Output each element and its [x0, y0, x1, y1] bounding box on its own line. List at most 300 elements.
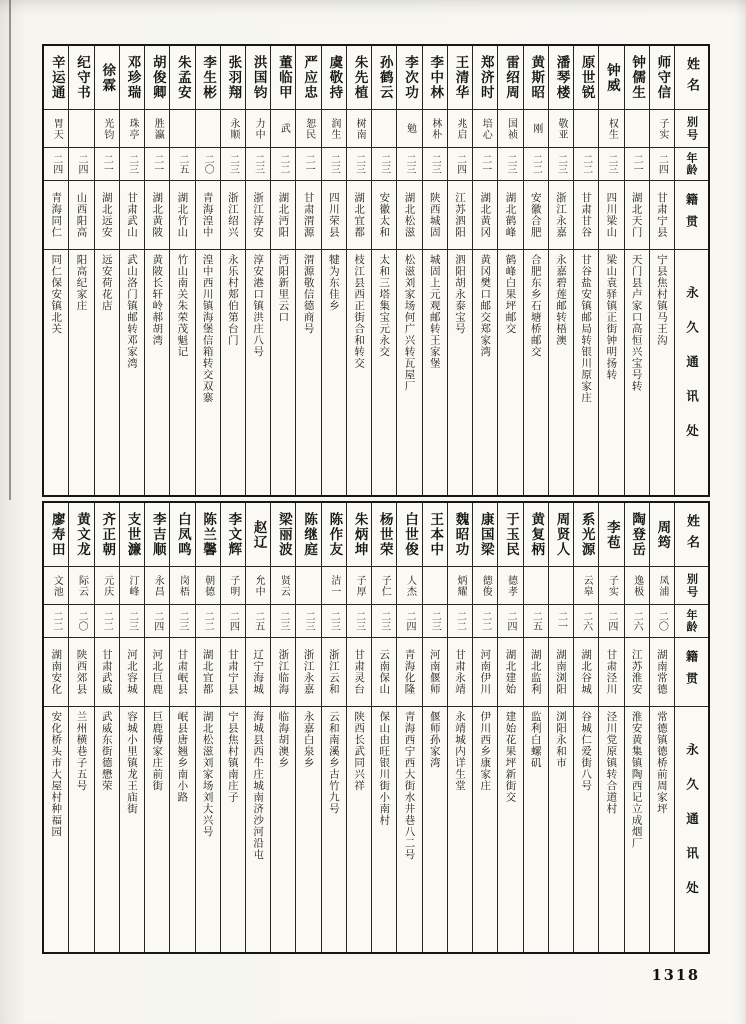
entry-address-text: 城固上元观邮转王家堡	[428, 254, 441, 369]
entry-age	[296, 148, 320, 181]
entry-address	[549, 250, 573, 495]
entry-name-text: 廖寿田	[48, 512, 65, 557]
header-label-address-text: 永久通讯处	[684, 743, 700, 916]
entry-native-place	[524, 181, 548, 250]
entry-name	[347, 503, 371, 567]
entry-column	[624, 46, 649, 495]
entry-alias-text: 凤浦	[656, 574, 668, 597]
header-label-native	[675, 181, 708, 250]
entry-age	[549, 605, 573, 638]
entry-address	[599, 250, 623, 495]
entry-address-text: 伊川西乡康家庄	[479, 711, 492, 792]
entry-alias	[44, 567, 68, 605]
entry-column	[548, 46, 573, 495]
entry-name	[271, 46, 295, 110]
entry-name-text: 徐霖	[99, 62, 116, 93]
header-label-alias-text: 别号	[685, 115, 699, 142]
entry-address-text: 青海西宁西大街水井巷八二号	[403, 711, 416, 861]
entry-alias	[574, 110, 598, 148]
entry-address	[69, 250, 93, 495]
entry-address	[221, 250, 245, 495]
entry-column	[68, 503, 93, 952]
entry-address-text: 兰州横巷子五号	[75, 711, 88, 792]
entry-alias-text: 权生	[606, 117, 618, 140]
entry-alias-text: 武	[278, 123, 290, 134]
entry-age	[44, 148, 68, 181]
entry-column	[346, 503, 371, 952]
entry-name	[44, 46, 68, 110]
entry-column	[321, 46, 346, 495]
entry-name	[322, 503, 346, 567]
entry-native-place	[296, 181, 320, 250]
entry-native-place	[372, 181, 396, 250]
entry-age-text: 二三	[303, 611, 315, 631]
entry-name	[473, 46, 497, 110]
entry-alias-text: 洁一	[328, 574, 340, 597]
entry-address	[423, 250, 447, 495]
entry-age-text: 二五	[530, 611, 542, 631]
entry-age-text: 二三	[353, 611, 365, 631]
entry-address	[296, 250, 320, 495]
entry-native-place-text: 云南保山	[378, 649, 391, 695]
entry-age	[44, 605, 68, 638]
entry-address-text: 梁山袁驿镇正街钟明扬转	[605, 254, 618, 381]
entry-column	[220, 503, 245, 952]
entry-column	[245, 46, 270, 495]
entry-native-place	[95, 181, 119, 250]
entry-name-text: 师守信	[654, 55, 671, 100]
entry-address-text: 永乐村郏伯第台门	[226, 254, 239, 346]
entry-address	[549, 707, 573, 952]
entry-native-place-text: 河南伊川	[479, 649, 492, 695]
entry-address	[397, 707, 421, 952]
entry-address	[246, 250, 270, 495]
entry-address	[650, 707, 674, 952]
entry-native-place-text: 湖北远安	[100, 192, 113, 238]
entry-native-place-text: 湖北建始	[504, 649, 517, 695]
entry-age-text: 二三	[328, 611, 340, 631]
entry-native-place	[599, 181, 623, 250]
entry-native-place-text: 甘肃灵台	[353, 649, 366, 695]
entry-column	[295, 503, 320, 952]
entry-age	[322, 605, 346, 638]
entry-name	[372, 503, 396, 567]
entry-age-text: 二二	[50, 611, 62, 631]
entry-name-text: 系光源	[578, 512, 595, 557]
entry-native-place	[448, 181, 472, 250]
entry-name	[423, 46, 447, 110]
entry-alias-text: 敬亚	[555, 117, 567, 140]
entry-alias	[145, 567, 169, 605]
entry-address-text: 湟中西川镇海堡信箱转交双寨	[201, 254, 214, 404]
entry-column	[169, 503, 194, 952]
entry-alias-text: 逸极	[631, 574, 643, 597]
entry-alias-text: 润生	[328, 117, 340, 140]
entry-age	[69, 605, 93, 638]
entry-name-text: 张羽翔	[225, 55, 242, 100]
entry-name	[44, 503, 68, 567]
entry-address-text: 保山由旺银川街小南村	[378, 711, 391, 826]
entry-address-text: 枝江县西正街合和转交	[353, 254, 366, 369]
entry-name	[599, 503, 623, 567]
entry-native-place	[448, 638, 472, 707]
entry-native-place	[423, 638, 447, 707]
header-label-age-text: 年龄	[685, 152, 698, 176]
entry-name-text: 李文辉	[225, 512, 242, 557]
entry-native-place-text: 浙江淳安	[252, 192, 265, 238]
entry-name-text: 李中林	[427, 55, 444, 100]
entry-address	[170, 250, 194, 495]
entry-native-place-text: 湖北沔阳	[277, 192, 290, 238]
entry-alias-text: 力中	[253, 117, 265, 140]
entry-age	[397, 605, 421, 638]
entry-address-text: 湖北松滋刘家场刘大兴号	[201, 711, 214, 838]
entry-native-place	[170, 638, 194, 707]
entry-age	[650, 605, 674, 638]
entry-name	[170, 503, 194, 567]
entry-address-text: 天门县卢家口高恒兴宝号转	[630, 254, 643, 392]
entry-address-text: 永靖城内详生堂	[454, 711, 466, 792]
entry-age-text: 二二	[277, 154, 289, 174]
entry-alias	[372, 110, 396, 148]
entry-alias	[625, 110, 649, 148]
entry-age	[271, 605, 295, 638]
entry-address-text: 甘谷盐安镇邮局转银川原家庄	[580, 254, 593, 404]
entry-alias	[69, 567, 93, 605]
entry-native-place	[549, 638, 573, 707]
entry-alias	[322, 110, 346, 148]
entry-name-text: 齐正朝	[99, 512, 116, 557]
entry-column	[396, 503, 421, 952]
entry-address-text: 黄陂长轩岭郝胡湾	[151, 254, 164, 346]
entry-column	[447, 503, 472, 952]
entry-alias-text: 永顺	[227, 117, 239, 140]
entry-column	[295, 46, 320, 495]
entry-column	[94, 46, 119, 495]
entry-age	[372, 148, 396, 181]
entry-name	[347, 46, 371, 110]
header-label-address	[675, 707, 708, 952]
entry-alias	[524, 110, 548, 148]
entry-native-place	[650, 638, 674, 707]
entry-alias	[271, 567, 295, 605]
entry-address	[397, 250, 421, 495]
entry-address-text: 犍为东佳乡	[327, 254, 340, 312]
entry-age	[95, 148, 119, 181]
entry-native-place	[196, 638, 220, 707]
entry-age	[650, 148, 674, 181]
entry-native-place-text: 甘肃武威	[100, 649, 113, 695]
entry-native-place-text: 湖北竹山	[176, 192, 189, 238]
entry-address-text: 泾川党原镇转合道村	[605, 711, 618, 815]
entry-column	[598, 503, 623, 952]
entry-name	[196, 503, 220, 567]
entry-age	[599, 148, 623, 181]
entry-alias-text: 际云	[76, 574, 88, 597]
entry-alias-text: 人杰	[404, 574, 416, 597]
entry-column	[68, 46, 93, 495]
entry-age-text: 二三	[555, 154, 567, 174]
entry-column	[523, 46, 548, 495]
entry-alias	[95, 567, 119, 605]
entry-native-place	[196, 181, 220, 250]
entry-name-text: 王清华	[452, 55, 469, 100]
entry-alias	[322, 567, 346, 605]
entry-alias-text: 文池	[51, 574, 63, 597]
entry-address	[246, 707, 270, 952]
entry-alias-text: 兆启	[455, 117, 466, 140]
entry-native-place	[69, 181, 93, 250]
entry-age	[473, 605, 497, 638]
entry-native-place-text: 甘肃岷县	[176, 649, 189, 695]
entry-alias	[69, 110, 93, 148]
entry-address-text: 武威东街德懋荣	[100, 711, 113, 792]
entry-native-place	[95, 638, 119, 707]
entry-name-text: 孙鹤云	[376, 55, 393, 100]
entry-alias-text: 炳耀	[455, 574, 466, 597]
entry-address	[625, 707, 649, 952]
entry-alias	[599, 110, 623, 148]
entry-native-place	[44, 638, 68, 707]
entry-native-place-text: 辽宁海城	[252, 649, 265, 695]
entry-address	[625, 250, 649, 495]
entry-address	[44, 250, 68, 495]
entry-native-place-text: 青海湟中	[201, 192, 214, 238]
entry-column	[144, 46, 169, 495]
entry-age	[347, 605, 371, 638]
entry-alias-text: 德俊	[480, 574, 492, 597]
entry-name	[271, 503, 295, 567]
entry-age	[347, 148, 371, 181]
entry-age	[246, 148, 270, 181]
entry-age-text: 二三	[429, 154, 441, 174]
entry-alias	[95, 110, 119, 148]
entry-name-text: 周筠	[654, 519, 671, 550]
entry-address	[322, 707, 346, 952]
entry-name	[397, 46, 421, 110]
entry-address-text: 陕西长武同兴祥	[353, 711, 366, 792]
entry-address	[448, 707, 472, 952]
entry-name-text: 支世濂	[124, 512, 141, 557]
entry-alias	[221, 567, 245, 605]
entry-column	[422, 503, 447, 952]
entry-alias-text: 朝德	[202, 574, 214, 597]
entry-native-place	[498, 638, 522, 707]
header-column	[674, 503, 708, 952]
entry-alias-text: 国祯	[505, 117, 517, 140]
entry-name	[196, 46, 220, 110]
entry-native-place	[44, 181, 68, 250]
entry-address	[372, 707, 396, 952]
entry-name-text: 李生彬	[200, 55, 217, 100]
entry-column	[573, 46, 598, 495]
entry-name-text: 朱先植	[351, 55, 368, 100]
entry-native-place	[347, 181, 371, 250]
entry-column	[44, 46, 68, 495]
entry-alias-text: 光钧	[101, 117, 113, 140]
entry-name-text: 钟儒生	[629, 55, 646, 100]
entry-column	[119, 46, 144, 495]
entry-alias-text: 林朴	[429, 117, 441, 140]
entry-age-text: 二四	[454, 154, 466, 174]
entry-name-text: 李次功	[402, 55, 419, 100]
entry-alias	[625, 567, 649, 605]
entry-name-text: 潘琴楼	[553, 55, 570, 100]
header-label-alias	[675, 567, 708, 605]
entry-age	[498, 605, 522, 638]
entry-column	[321, 503, 346, 952]
entry-age-text: 二三	[429, 611, 441, 631]
entry-name-text: 郑济时	[477, 55, 494, 100]
entry-age-text: 二四	[504, 611, 516, 631]
header-label-alias-text: 别号	[685, 572, 699, 599]
entry-alias	[246, 567, 270, 605]
entry-address	[296, 707, 320, 952]
entry-name-text: 黄斯昭	[528, 55, 545, 100]
entry-address	[498, 250, 522, 495]
entry-address-text: 合肥东乡石塘桥邮交	[529, 254, 542, 358]
entry-name	[423, 503, 447, 567]
entry-age-text: 二四	[605, 611, 617, 631]
entry-native-place	[473, 181, 497, 250]
entry-alias-text: 珠亭	[126, 117, 138, 140]
entry-name	[498, 46, 522, 110]
entry-native-place	[271, 638, 295, 707]
entry-age-text: 二〇	[75, 611, 87, 631]
entry-age	[498, 148, 522, 181]
entry-native-place	[120, 181, 144, 250]
entry-native-place	[397, 181, 421, 250]
entry-alias-text: 胜瀛	[152, 117, 164, 140]
entry-age-text: 二三	[404, 154, 416, 174]
entry-native-place	[372, 638, 396, 707]
entry-address-text: 永嘉白泉乡	[302, 711, 315, 769]
entry-native-place	[322, 638, 346, 707]
entry-name-text: 雷绍周	[502, 55, 519, 100]
entry-native-place	[296, 638, 320, 707]
entry-alias-text: 培心	[480, 117, 492, 140]
entry-name	[650, 503, 674, 567]
entry-age	[473, 148, 497, 181]
entry-native-place-text: 浙江临海	[277, 649, 290, 695]
entry-column	[44, 503, 68, 952]
entry-name-text: 李吉顺	[149, 512, 166, 557]
entry-name	[473, 503, 497, 567]
entry-column	[422, 46, 447, 495]
entry-address-text: 安化桥头市大屋村种福园	[50, 711, 63, 838]
entry-address-text: 监利白螺矶	[529, 711, 542, 769]
entry-age-text: 二五	[252, 611, 264, 631]
entry-alias	[170, 567, 194, 605]
entry-name	[448, 46, 472, 110]
entry-address	[221, 707, 245, 952]
entry-column	[548, 503, 573, 952]
entry-age-text: 二〇	[656, 611, 668, 631]
entry-native-place-text: 四川荣县	[327, 192, 340, 238]
entry-native-place-text: 青海同仁	[50, 192, 63, 238]
entry-column	[523, 503, 548, 952]
entry-age-text: 二三	[176, 611, 188, 631]
entry-age-text: 二四	[656, 154, 668, 174]
entry-name	[524, 46, 548, 110]
header-label-name-text: 姓名	[684, 56, 699, 99]
entry-column	[396, 46, 421, 495]
entry-native-place-text: 甘肃泾川	[605, 649, 618, 695]
entry-alias-text: 子仁	[379, 574, 391, 597]
entry-native-place	[322, 181, 346, 250]
entry-age-text: 二六	[631, 611, 643, 631]
entry-name	[650, 46, 674, 110]
entry-name	[170, 46, 194, 110]
entry-name-text: 王本中	[427, 512, 444, 557]
entry-native-place	[69, 638, 93, 707]
entry-address-text: 松滋刘家场何广兴转瓦屋厂	[403, 254, 416, 392]
header-label-address-text: 永久通讯处	[684, 286, 700, 459]
entry-age	[196, 148, 220, 181]
entry-alias	[473, 110, 497, 148]
entry-name	[448, 503, 472, 567]
entry-name-text: 魏昭功	[452, 512, 469, 557]
entry-address-text: 渭源敬信德商号	[302, 254, 315, 335]
entry-age	[549, 148, 573, 181]
entry-native-place	[549, 181, 573, 250]
entry-name-text: 虞敬持	[326, 55, 343, 100]
entry-column	[245, 503, 270, 952]
entry-address-text: 云和南溪乡古竹九号	[327, 711, 340, 815]
entry-name-text: 胡俊卿	[149, 55, 166, 100]
entry-name-text: 赵辽	[250, 519, 267, 550]
entry-alias	[448, 567, 472, 605]
entry-name-text: 黄文龙	[73, 512, 90, 557]
entry-alias-text: 勉	[404, 123, 416, 134]
entry-column	[624, 503, 649, 952]
entry-column	[497, 503, 522, 952]
entry-alias	[221, 110, 245, 148]
entry-name	[625, 46, 649, 110]
entry-address	[145, 707, 169, 952]
entry-alias-text: 刚	[530, 123, 542, 134]
entry-address	[271, 707, 295, 952]
entry-column	[472, 46, 497, 495]
entry-name	[120, 503, 144, 567]
header-label-address	[675, 250, 708, 495]
entry-native-place	[574, 638, 598, 707]
entry-address	[524, 250, 548, 495]
entry-alias	[498, 567, 522, 605]
entry-column	[649, 46, 674, 495]
entry-name-text: 康国梁	[477, 512, 494, 557]
entry-native-place	[246, 638, 270, 707]
entry-name	[574, 503, 598, 567]
entry-name-text: 于玉民	[502, 512, 519, 557]
entry-native-place-text: 浙江绍兴	[226, 192, 239, 238]
entry-alias-text: 岗梧	[177, 574, 189, 597]
entry-age-text: 二一	[101, 154, 113, 174]
entry-native-place	[347, 638, 371, 707]
entry-alias	[423, 110, 447, 148]
entry-alias-text: 恕民	[303, 117, 315, 140]
entry-alias-text: 允中	[253, 574, 265, 597]
entry-name	[549, 46, 573, 110]
entry-alias-text: 胃天	[51, 117, 63, 140]
entry-native-place-text: 湖北黄冈	[479, 192, 492, 238]
entry-native-place	[524, 638, 548, 707]
entry-alias	[448, 110, 472, 148]
entry-native-place-text: 甘肃宁县	[655, 192, 668, 238]
entry-age	[599, 605, 623, 638]
entry-age	[423, 605, 447, 638]
entry-age-text: 二三	[378, 611, 390, 631]
